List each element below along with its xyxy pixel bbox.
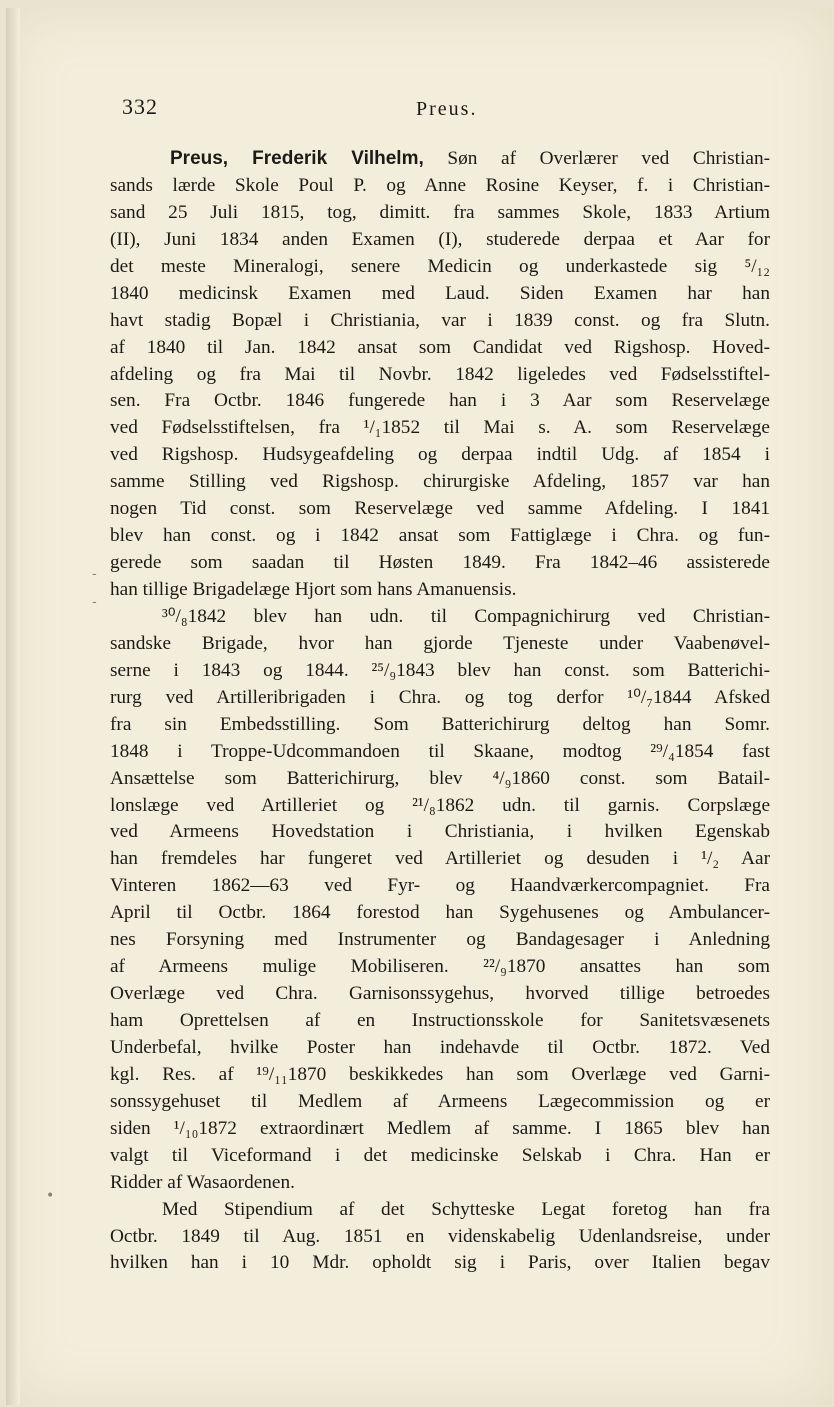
text-line: (II), Juni 1834 anden Examen (I), studerede derpaa et Aar for bbox=[110, 228, 770, 250]
text-line: han fremdeles har fungeret ved Artilleriet og desuden i ¹/₂ Aar bbox=[110, 848, 770, 870]
text-line: 1848 i Troppe-Udcommandoen til Skaane, modtog ²⁹/₄1854 fast bbox=[110, 740, 770, 762]
text-line: Med Stipendium af det Schytteske Legat foretog han fra bbox=[162, 1198, 770, 1220]
text-line: Octbr. 1849 til Aug. 1851 en videnskabelig Udenlandsreise, under bbox=[110, 1225, 770, 1247]
text-line: valgt til Viceformand i det medicinske Selskab i Chra. Han er bbox=[110, 1144, 770, 1166]
text-line: sen. Fra Octbr. 1846 fungerede han i 3 Aar som Reservelæge bbox=[110, 390, 770, 412]
text-line: 1840 medicinsk Examen med Laud. Siden Examen har han bbox=[110, 282, 770, 304]
text-line: af Armeens mulige Mobiliseren. ²²/₉1870 ansattes han som bbox=[110, 956, 770, 978]
text-line: fra sin Embedsstilling. Som Batterichirurg deltog han Somr. bbox=[110, 713, 770, 735]
text-line: Overlæge ved Chra. Garnisonssygehus, hvorved tillige betroedes bbox=[110, 983, 770, 1005]
text-line: Preus, Frederik Vilhelm, Søn af Overlærer ved Christian- bbox=[170, 148, 771, 169]
text-line: sand 25 Juli 1815, tog, dimitt. fra sammes Skole, 1833 Artium bbox=[110, 201, 770, 223]
text-line: Vinteren 1862—63 ved Fyr- og Haandværkercompagniet. Fra bbox=[110, 875, 770, 897]
text-line: ³⁰/₈1842 blev han udn. til Compagnichirurg ved Christian- bbox=[162, 605, 770, 627]
book-page bbox=[6, 8, 832, 1405]
text-line: han tillige Brigadelæge Hjort som hans Amanuensis. bbox=[110, 579, 517, 600]
text-line: havt stadig Bopæl i Christiania, var i 1839 const. og fra Slutn. bbox=[110, 309, 770, 331]
text-line: siden ¹/₁₀1872 extraordinært Medlem af samme. I 1865 blev han bbox=[110, 1117, 770, 1139]
page-gutter-shadow bbox=[6, 8, 20, 1405]
text-line: kgl. Res. af ¹⁹/₁₁1870 beskikkedes han som Overlæge ved Garni- bbox=[110, 1063, 770, 1085]
text-line: ved Rigshosp. Hudsygeafdeling og derpaa indtil Udg. af 1854 i bbox=[110, 444, 770, 466]
margin-dot: • bbox=[46, 1188, 55, 1204]
text-line: sands lærde Skole Poul P. og Anne Rosine Keyser, f. i Christian- bbox=[110, 174, 770, 196]
margin-dash: - bbox=[92, 566, 97, 582]
biography-entry bbox=[110, 146, 770, 1277]
text-line: serne i 1843 og 1844. ²⁵/₉1843 blev han const. som Batterichi- bbox=[110, 659, 770, 681]
text-line: ved Fødselsstiftelsen, fra ¹/₁1852 til Mai s. A. som Reservelæge bbox=[110, 417, 770, 439]
text-line: Ansættelse som Batterichirurg, blev ⁴/₉1860 const. som Batail- bbox=[110, 767, 770, 789]
text-line: af 1840 til Jan. 1842 ansat som Candidat ved Rigshosp. Hoved- bbox=[110, 336, 770, 358]
text-line: lonslæge ved Artilleriet og ²¹/₈1862 udn. til garnis. Corpslæge bbox=[110, 794, 770, 816]
page-header bbox=[116, 90, 772, 130]
text-line: det meste Mineralogi, senere Medicin og underkastede sig ⁵/₁₂ bbox=[110, 255, 770, 277]
text-line: sandske Brigade, hvor han gjorde Tjeneste under Vaabenøvel- bbox=[110, 632, 770, 654]
page-number: 332 bbox=[122, 94, 158, 119]
text-line: gerede som saadan til Høsten 1849. Fra 1842–46 assisterede bbox=[110, 552, 770, 574]
text-line: afdeling og fra Mai til Novbr. 1842 ligeledes ved Fødselsstiftel- bbox=[110, 363, 770, 385]
text-line: blev han const. og i 1842 ansat som Fattiglæge i Chra. og fun- bbox=[110, 525, 770, 547]
margin-dash: - bbox=[92, 594, 97, 610]
text-line: hvilken han i 10 Mdr. opholdt sig i Paris, over Italien begav bbox=[110, 1252, 770, 1274]
text-line: Underbefal, hvilke Poster han indehavde til Octbr. 1872. Ved bbox=[110, 1036, 770, 1058]
text-line: ved Armeens Hovedstation i Christiania, i hvilken Egenskab bbox=[110, 821, 770, 843]
text-line: Ridder af Wasaordenen. bbox=[110, 1171, 295, 1193]
text-line: nes Forsyning med Instrumenter og Bandagesager i Anledning bbox=[110, 929, 770, 951]
text-line: April til Octbr. 1864 forestod han Sygehusenes og Ambulancer- bbox=[110, 902, 770, 924]
entry-name: Preus, Frederik Vilhelm, bbox=[170, 148, 424, 169]
text-line: rurg ved Artilleribrigaden i Chra. og tog derfor ¹⁰/₇1844 Afsked bbox=[110, 686, 770, 708]
running-head: Preus. bbox=[416, 98, 478, 120]
text-line: ham Oprettelsen af en Instructionsskole for Sanitetsvæsenets bbox=[110, 1010, 770, 1031]
text-line: samme Stilling ved Rigshosp. chirurgiske Afdeling, 1857 var han bbox=[110, 471, 770, 493]
text-line: nogen Tid const. som Reservelæge ved samme Afdeling. I 1841 bbox=[110, 498, 770, 520]
text-line: sonssygehuset til Medlem af Armeens Lægecommission og er bbox=[110, 1090, 770, 1112]
